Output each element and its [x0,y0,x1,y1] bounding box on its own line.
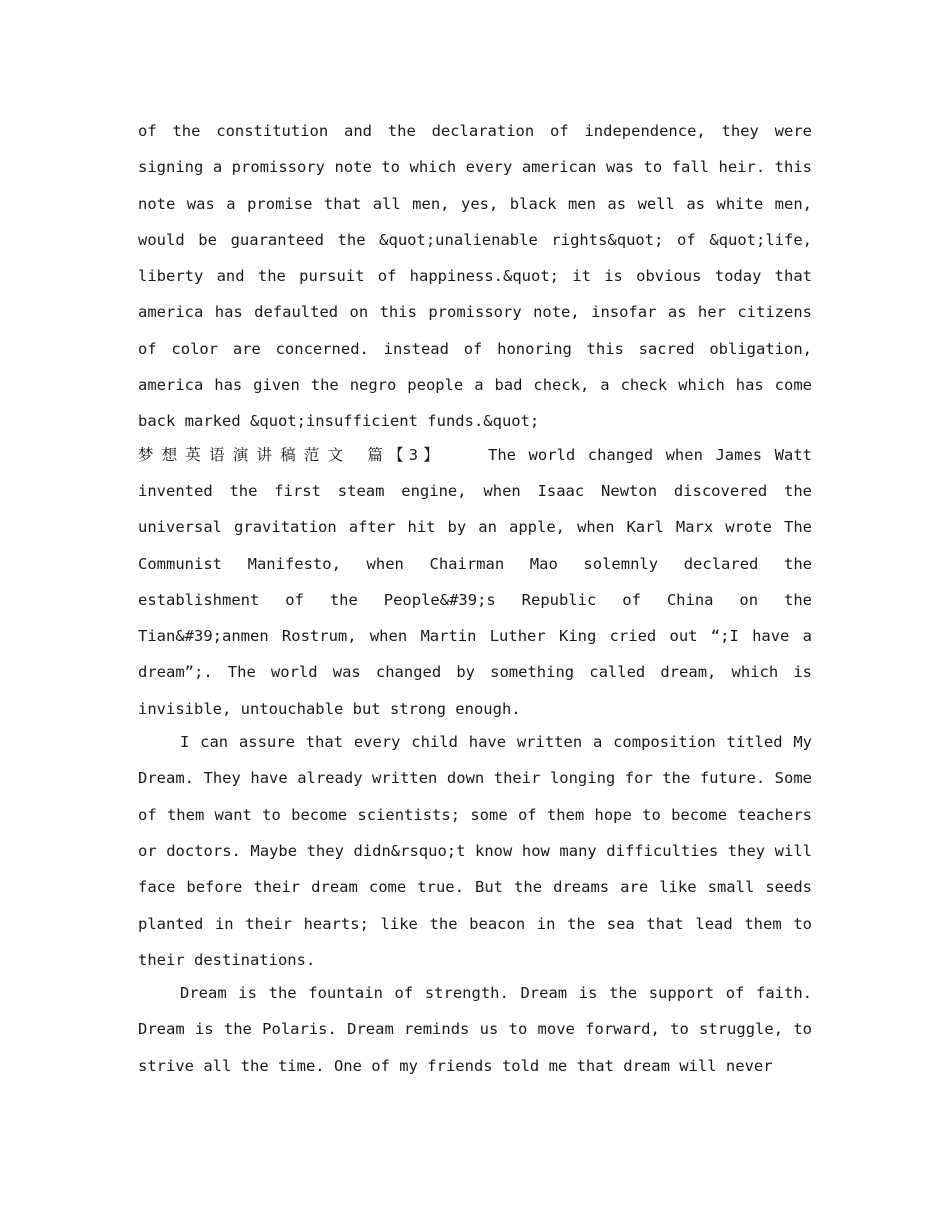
paragraph-text: of the constitution and the declaration of independence, they were signing a promissory note to which every american was to fall heir. this note was a promise that all men, yes, black men as well as white men, would be guaranteed the &quot;unalienable rights&quot; of &quot;life, liberty and the pursuit of happiness.&quot; it is obvious today that america has defaulted on this promissory note, insofar as her citizens of color are concerned. instead of honoring this sacred obligation, america has given the negro people a bad check, a check which has come back marked &quot;insufficient funds.&quot; [138,122,812,431]
document-page [138,113,812,1084]
paragraph-my-dream [138,724,812,978]
paragraph-text: I can assure that every child have written a composition titled My Dream. They have already written down their longing for the future. Some of them want to become scientists; some of them hope to become teachers or doctors. Maybe they didn&rsquo;t know how many difficulties they will face before their dream come true. But the dreams are like small seeds planted in their hearts; like the beacon in the sea that lead them to their destinations. [138,733,812,969]
paragraph-world-changed [138,437,812,727]
section-heading: 梦想英语演讲稿范文 [138,445,352,464]
paragraph-text: The world changed when James Watt invented the first steam engine, when Isaac Newton discovered the universal gravitation after hit by an apple, when Karl Marx wrote The Communist Manifesto, when Chairman Mao solemnly declared the establishment of the People&#39;s Republic of China on the Tian&#39;anmen Rostrum, when Martin Luther King cried out “;I have a dream”;. The world was changed by something called dream, which is invisible, untouchable but strong enough. [138,445,812,718]
paragraph-promissory-note [138,113,812,440]
paragraph-fountain-of-strength [138,975,812,1084]
section-label: 篇【3】 [367,445,445,464]
paragraph-text: Dream is the fountain of strength. Dream is the support of faith. Dream is the Polaris. Dream reminds us to move forward, to struggle, to strive all the time. One of my friends told me that dream will never [138,984,812,1075]
